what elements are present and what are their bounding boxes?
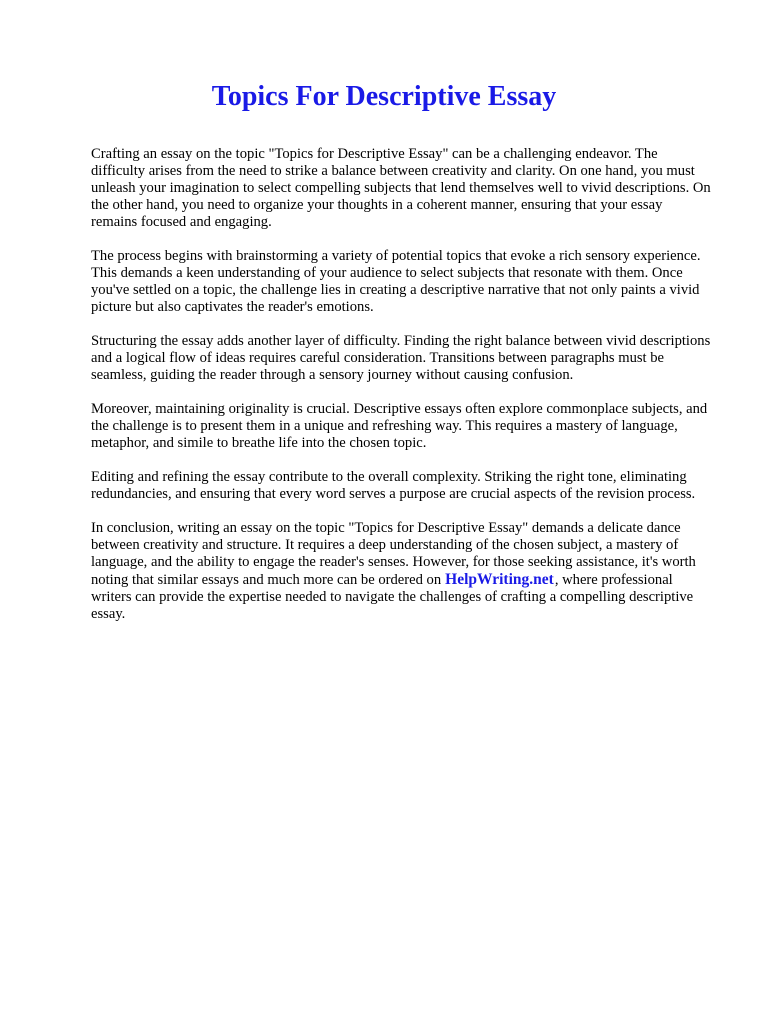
conclusion-paragraph bbox=[91, 520, 711, 623]
paragraph-4: Moreover, maintaining originality is crucial. Descriptive essays often explore commonplace subjects, and the challenge is to present them in a unique and refreshing way. This requires a mastery of language, metaphor, and simile to breathe life into the chosen topic. bbox=[91, 401, 708, 451]
document-body bbox=[91, 146, 711, 640]
helpwriting-link[interactable]: HelpWriting.net bbox=[445, 571, 554, 588]
conclusion-text-before-link: In conclusion, writing an essay on the topic "Topics for Descriptive Essay" demands a delicate dance between creativity and structure. It requires a deep understanding of the chosen subject, a mastery of language, and the ability to engage the reader's senses. However, for those seeking assistance, it's worth noting that similar essays and much more can be ordered on bbox=[91, 520, 696, 588]
document-title: Topics For Descriptive Essay bbox=[211, 81, 557, 112]
paragraph-2: The process begins with brainstorming a variety of potential topics that evoke a rich sensory experience. This demands a keen understanding of your audience to select subjects that resonate with them. Once you've settled on a topic, the challenge lies in creating a descriptive narrative that not only paints a vivid picture but also captivates the reader's emotions. bbox=[91, 248, 701, 315]
paragraph-3: Structuring the essay adds another layer of difficulty. Finding the right balance between vivid descriptions and a logical flow of ideas requires careful consideration. Transitions between paragraphs must be seamless, guiding the reader through a sensory journey without causing confusion. bbox=[91, 333, 711, 383]
paragraph-1: Crafting an essay on the topic "Topics for Descriptive Essay" can be a challenging endeavor. The difficulty arises from the need to strike a balance between creativity and clarity. On one hand, you must unleash your imagination to select compelling subjects that lend themselves well to vivid descriptions. On the other hand, you need to organize your thoughts in a coherent manner, ensuring that your essay remains focused and engaging. bbox=[91, 146, 711, 230]
conclusion-text-after-link: , where professional writers can provide the expertise needed to navigate the challenges of crafting a compelling descriptive essay. bbox=[91, 572, 694, 622]
paragraph-5: Editing and refining the essay contribute to the overall complexity. Striking the right tone, eliminating redundancies, and ensuring that every word serves a purpose are crucial aspects of the revision process. bbox=[91, 469, 696, 502]
